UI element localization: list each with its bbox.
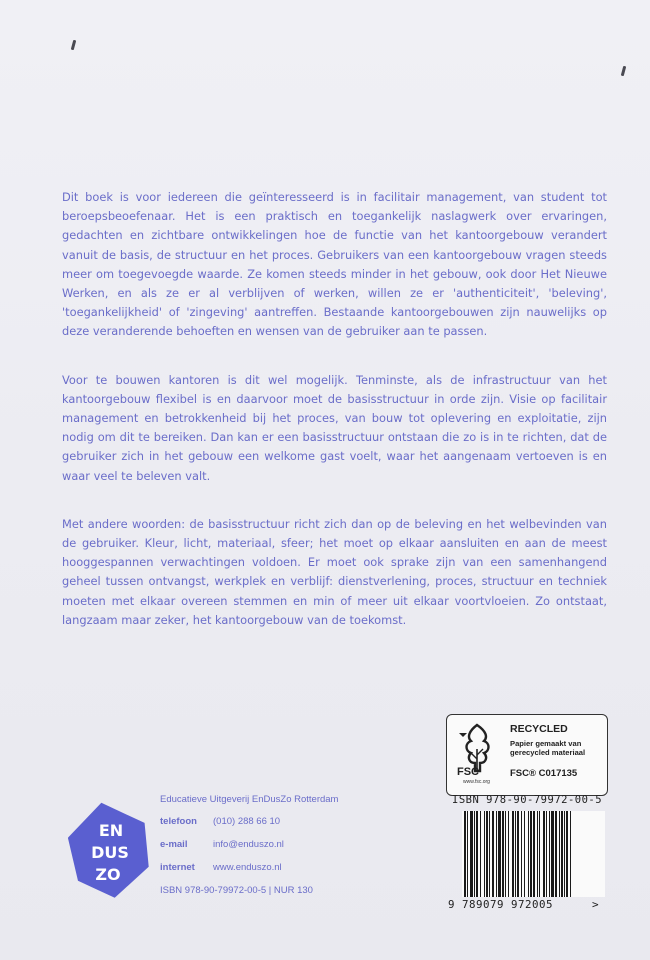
barcode-number: 9 789079 972005	[448, 898, 554, 911]
phone-label: telefoon	[160, 816, 197, 827]
logo-text-s: S	[117, 843, 129, 862]
barcode-bar	[561, 811, 563, 897]
fsc-label	[446, 714, 608, 796]
barcode-bar	[486, 811, 488, 897]
barcode-bar	[528, 811, 529, 897]
barcode-bar	[502, 811, 504, 897]
email-value: info@enduszo.nl	[213, 839, 284, 850]
barcode-bar	[515, 811, 516, 897]
barcode-bar	[498, 811, 501, 897]
barcode-bar	[474, 811, 475, 897]
barcode-bar	[555, 811, 557, 897]
barcode-bar	[489, 811, 490, 897]
isbn-nur-line: ISBN 978-90-79972-00-5 | NUR 130	[160, 885, 313, 896]
barcode-bar	[492, 811, 494, 897]
logo-text-zo: ZO	[95, 865, 121, 884]
barcode-bar	[564, 811, 565, 897]
publisher-name: Educatieve Uitgeverij EnDusZo Rotterdam	[160, 794, 339, 805]
internet-value: www.enduszo.nl	[213, 862, 282, 873]
barcode-bar	[484, 811, 485, 897]
barcode-bar	[543, 811, 545, 897]
barcode-bar	[480, 811, 481, 897]
paper-speck	[71, 40, 76, 50]
barcode-bar	[530, 811, 532, 897]
barcode-bar	[464, 811, 466, 897]
blurb-paragraph-1: Dit boek is voor iedereen die geïnteresseerd is in facilitair management, van student tot beroepsbeoefenaar. Het is een praktisch en toegankelijk naslagwerk over ervaringen, gedachten en zichtbare ontwikkelingen hoe de functie van het kantoorgebouw verandert vanuit de basis, de structuur en het proces. Gebruikers van een kantoorgebouw vragen steeds meer om toegevoegde waarde. Ze komen steeds minder in het gebouw, ook door Het Nieuwe Werken, en als ze er al verblijven of werken, willen ze er 'authenticiteit', 'beleving', 'toegankelijkheid' of 'zingeving' aantreffen. Bestaande kantoorgebouwen zijn nauwelijks op deze veranderende behoeften en wensen van de gebruiker aan te passen.	[62, 190, 607, 339]
blurb-paragraph-2: Voor te bouwen kantoren is dit wel mogelijk. Tenminste, als de infrastructuur van het kantoorgebouw flexibel is en daarvoor moet de basisstructuur in orde zijn. Visie op facilitair management en betrokkenheid bij het proces, van bouw tot oplevering en exploitatie, zijn nodig om dit te bereiken. Dan kan er een basisstructuur ontstaan die zo is in te richten, dat de gebruiker zich in het gebouw een welkome gast voelt, waar het aangenaam vertoeven is en waar veel te beleven valt.	[62, 372, 607, 483]
email-label: e-mail	[160, 839, 188, 850]
barcode-bar	[559, 811, 560, 897]
fsc-description: Papier gemaakt van gerecycled materiaal	[510, 739, 586, 757]
phone-value: (010) 288 66 10	[213, 816, 281, 827]
barcode-bar	[549, 811, 550, 897]
fsc-recycled-label: RECYCLED	[510, 723, 568, 735]
barcode-bar	[470, 811, 473, 897]
barcode-icon	[462, 811, 605, 897]
publisher-email-row	[160, 839, 284, 850]
barcode-bar	[508, 811, 509, 897]
barcode-bar	[570, 811, 571, 897]
publisher-phone-row	[160, 816, 280, 827]
fsc-logo-text: FSC	[457, 766, 479, 778]
fsc-url: www.fsc.org	[463, 779, 490, 785]
barcode-bar	[512, 811, 514, 897]
blurb-paragraph-3: Met andere woorden: de basisstructuur richt zich dan op de beleving en het welbevinden van de gebruiker. Kleur, licht, materiaal, sfeer; het moet op elkaar aansluiten en aan de meest hooggespannen verwachtingen voldoen. Er moet ook sprake zijn van een samenhangend geheel tussen ontvangst, werkplek en verblijf: dienstverlening, proces, structuur en techniek moeten met elkaar overeen stemmen en min of meer uit elkaar voortvloeien. Zo ontstaat, langzaam maar zeker, het kantoorgebouw van de toekomst.	[62, 516, 607, 627]
fsc-code: FSC® C017135	[510, 768, 578, 779]
barcode-bar	[539, 811, 540, 897]
barcode-bar	[566, 811, 568, 897]
logo-text-en: EN	[98, 821, 124, 840]
barcode-bar	[505, 811, 506, 897]
barcode-bar	[467, 811, 468, 897]
barcode-bar	[476, 811, 478, 897]
barcode-bar	[551, 811, 554, 897]
barcode-bar	[521, 811, 522, 897]
barcode-isbn-text: ISBN 978-90-79972-00-5	[452, 794, 603, 806]
blurb-text	[62, 188, 607, 659]
svg-text:DUS	[91, 843, 129, 862]
barcode-arrow: >	[592, 898, 599, 911]
barcode-bar	[533, 811, 535, 897]
barcode-bar	[546, 811, 547, 897]
barcode-bar	[537, 811, 538, 897]
paper-speck	[621, 66, 626, 76]
barcode-bar	[496, 811, 497, 897]
barcode-bar	[517, 811, 519, 897]
internet-label: internet	[160, 862, 195, 873]
barcode-bar	[524, 811, 525, 897]
logo-text-du: DU	[91, 843, 118, 862]
enduszo-logo-icon	[68, 800, 152, 900]
publisher-internet-row	[160, 862, 282, 873]
